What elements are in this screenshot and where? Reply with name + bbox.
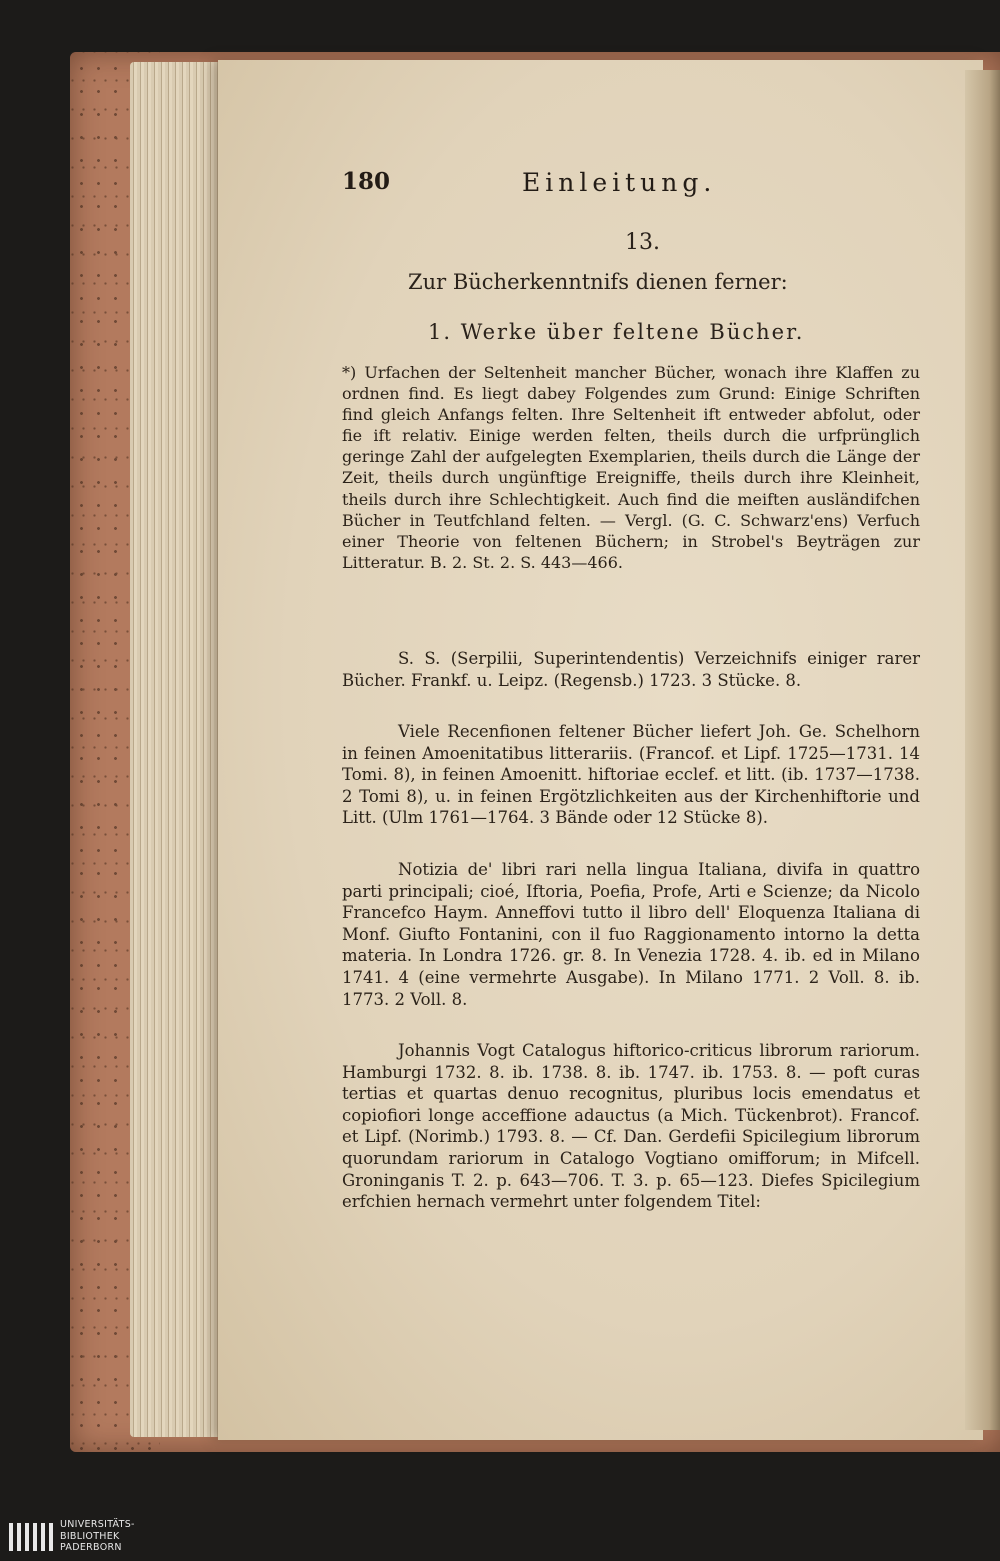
library-logo-icon bbox=[8, 1521, 54, 1553]
page-edges bbox=[130, 62, 230, 1437]
library-name-line: BIBLIOTHEK bbox=[60, 1530, 120, 1542]
section-number: 13. bbox=[625, 230, 660, 255]
library-watermark bbox=[8, 1517, 168, 1557]
library-name-line: PADERBORN bbox=[60, 1542, 122, 1553]
footnote: *) Urfachen der Seltenheit mancher Bücher, wonach ihre Klaffen zu ordnen find. Es liegt dabey Folgendes zum Grund: Einige Schriften find gleich Anfangs felten. Ihre Seltenheit ift entweder abfolut, oder fie ift relativ. Einige werden felten, theils durch die urfprünglich geringe Zahl der aufgelegten Exemplarien, theils durch die Länge der Zeit, theils durch ungünftige Ereigniffe, theils durch ihre Kleinheit, theils durch ihre Schlechtigkeit. Auch find die meiften ausländifchen Bücher in Teutfchland felten. — Vergl. (G. C. Schwarz'ens) Verfuch einer Theorie von feltenen Büchern; in Strobel's Beyträgen zur Litteratur. B. 2. St. 2. S. 443—466. bbox=[342, 363, 920, 572]
page-number: 180 bbox=[342, 168, 391, 195]
page-curl bbox=[965, 70, 1000, 1430]
paragraph-serpilius: S. S. (Serpilii, Superintendentis) Verzeichnifs einiger rarer Bücher. Frankf. u. Leipz. (Regensb.) 1723. 3 Stücke. 8. bbox=[342, 649, 920, 690]
paragraph-haym: Notizia de' libri rari nella lingua Italiana, divifa in quattro parti principali; cioé, Iftoria, Poefia, Profe, Arti e Scienze; da Nicolo Francefco Haym. Anneffovi tutto il libro dell' Eloquenza Italiana di Monf. Giufto Fontanini, con il fuo Raggionamento intorno la detta materia. In Londra 1726. gr. 8. In Venezia 1728. 4. ib. ed in Milano 1741. 4 (eine vermehrte Ausgabe). In Milano 1771. 2 Voll. 8. ib. 1773. 2 Voll. 8. bbox=[342, 860, 920, 1009]
library-name bbox=[60, 1519, 170, 1554]
page-header bbox=[342, 168, 772, 208]
paragraph-schelhorn: Viele Recenfionen feltener Bücher liefert Joh. Ge. Schelhorn in feinen Amoenitatibus litterariis. (Francof. et Lipf. 1725—1731. 14 Tomi. 8), in feinen Amoenitt. hiftoriae ecclef. et litt. (ib. 1737—1738. 2 Tomi 8), u. in feinen Ergötzlichkeiten aus der Kirchenhiftorie und Litt. (Ulm 1761—1764. 3 Bände oder 12 Stücke 8). bbox=[342, 722, 920, 828]
subsection-heading: 1. Werke über feltene Bücher. bbox=[428, 320, 805, 344]
running-head: Einleitung. bbox=[522, 168, 717, 197]
paragraph-vogt: Johannis Vogt Catalogus hiftorico-criticus librorum rariorum. Hamburgi 1732. 8. ib. 1738. 8. ib. 1747. ib. 1753. 8. — poft curas tertias et quartas denuo recognitus, pluribus locis emendatus et copiofiori longe acceffione adauctus (a Mich. Tückenbrot). Francof. et Lipf. (Norimb.) 1793. 8. — Cf. Dan. Gerdefii Spicilegium librorum quorundam rariorum in Catalogo Vogtiano omifforum; in Mifcell. Groninganis T. 2. p. 643—706. T. 3. p. 65—123. Diefes Spicilegium erfchien hernach vermehrt unter folgendem Titel: bbox=[342, 1041, 920, 1212]
library-name-line: UNIVERSITÄTS- bbox=[60, 1519, 135, 1530]
section-heading: Zur Bücherkenntnifs dienen ferner: bbox=[408, 270, 788, 294]
